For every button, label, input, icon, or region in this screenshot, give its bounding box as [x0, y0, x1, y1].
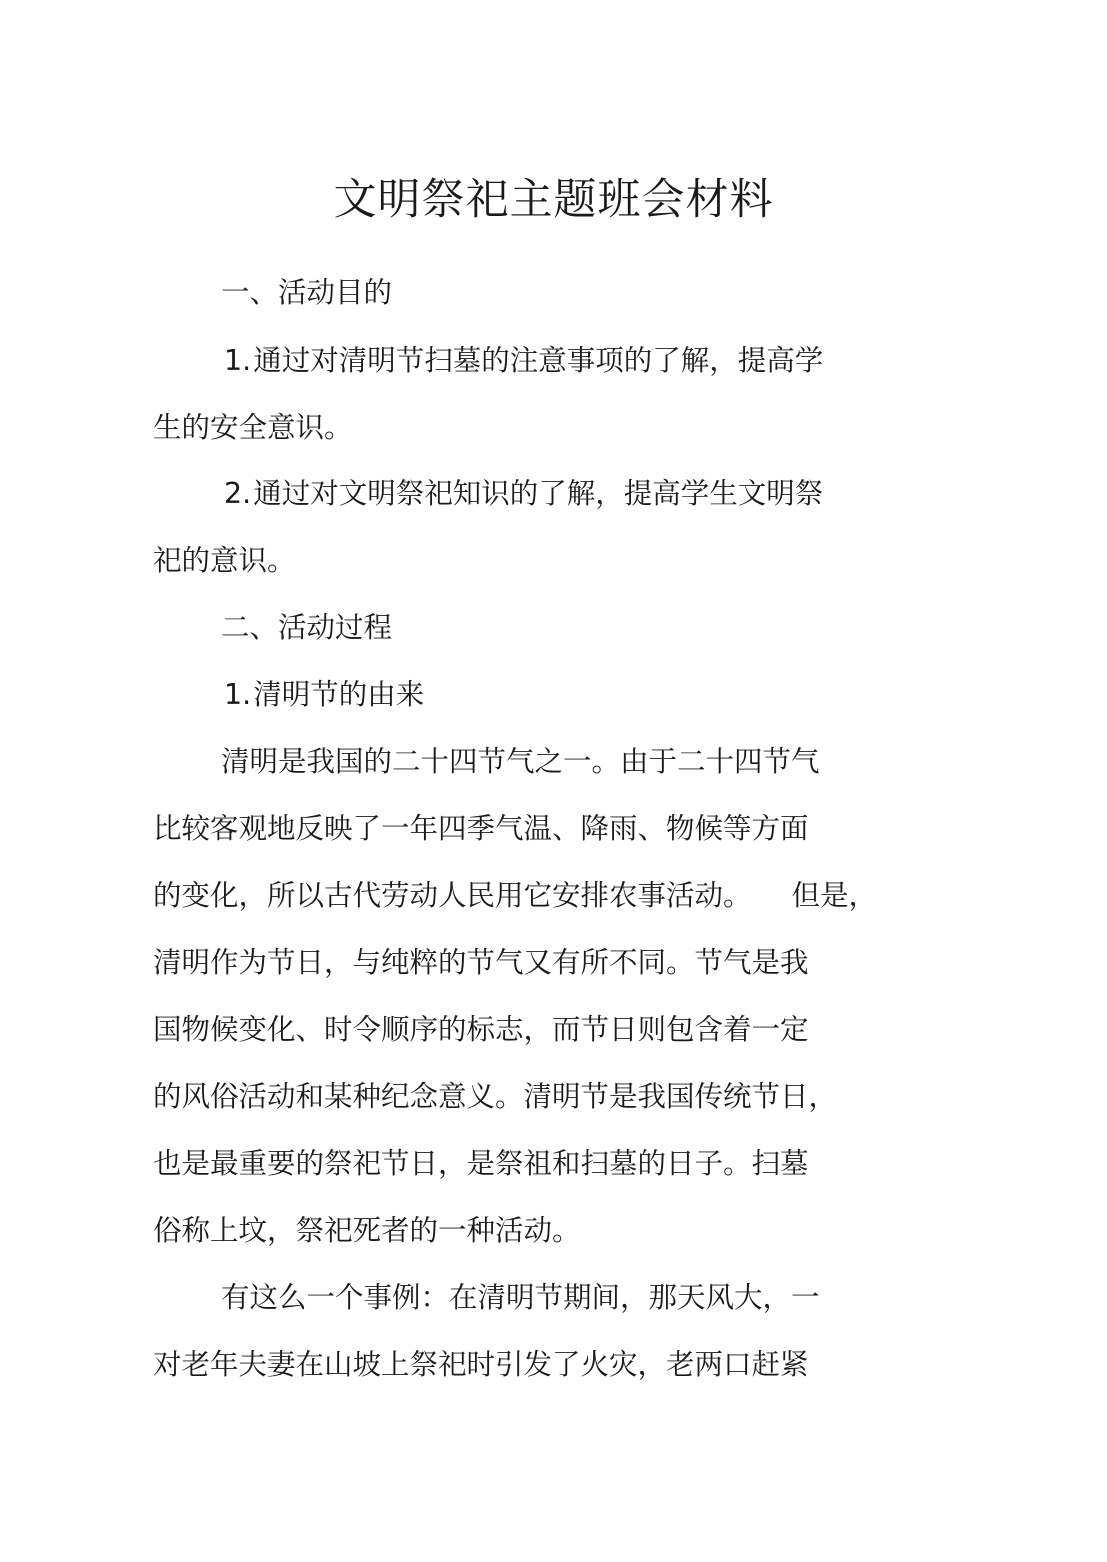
paragraph-1-line-2: 比较客观地反映了一年四季气温、降雨、物候等方面	[153, 812, 809, 845]
list-item-text: 清明节的由来	[253, 678, 425, 711]
paragraph-1-line-3-tail: 但是，	[791, 879, 878, 912]
purpose-item-1-line-1	[224, 341, 823, 381]
paragraph-1-line-1: 清明是我国的二十四节气之一。由于二十四节气	[221, 745, 820, 778]
process-item-1	[224, 675, 424, 715]
paragraph-2-line-1: 有这么一个事例：在清明节期间，那天风大，一	[221, 1281, 820, 1314]
paragraph-1-line-8: 俗称上坟，祭祀死者的一种活动。	[153, 1214, 581, 1247]
paragraph-1-line-7: 也是最重要的祭祀节日，是祭祖和扫墓的日子。扫墓	[153, 1147, 809, 1180]
list-item-text: 通过对文明祭祀知识的了解，提高学生文明祭	[253, 477, 824, 510]
list-number: 1.	[224, 344, 252, 377]
paragraph-1-line-6: 的风俗活动和某种纪念意义。清明节是我国传统节日，	[153, 1080, 838, 1113]
section-heading-process: 二、活动过程	[221, 611, 393, 644]
paragraph-1-line-3-text: 的变化，所以古代劳动人民用它安排农事活动。	[153, 879, 752, 912]
purpose-item-2-line-1	[224, 474, 823, 514]
section-heading-purpose: 一、活动目的	[221, 276, 393, 309]
paragraph-2-line-2: 对老年夫妻在山坡上祭祀时引发了火灾，老两口赶紧	[153, 1348, 809, 1381]
document-title: 文明祭祀主题班会材料	[333, 175, 774, 225]
purpose-item-2-line-2: 祀的意识。	[153, 544, 296, 577]
paragraph-1-line-3	[153, 876, 877, 916]
list-item-text: 通过对清明节扫墓的注意事项的了解，提高学	[253, 344, 824, 377]
purpose-item-1-line-2: 生的安全意识。	[153, 411, 353, 444]
list-number: 2.	[224, 477, 252, 510]
paragraph-1-line-5: 国物候变化、时令顺序的标志，而节日则包含着一定	[153, 1013, 809, 1046]
list-number: 1.	[224, 678, 252, 711]
paragraph-1-line-4: 清明作为节日，与纯粹的节气又有所不同。节气是我	[153, 946, 809, 979]
